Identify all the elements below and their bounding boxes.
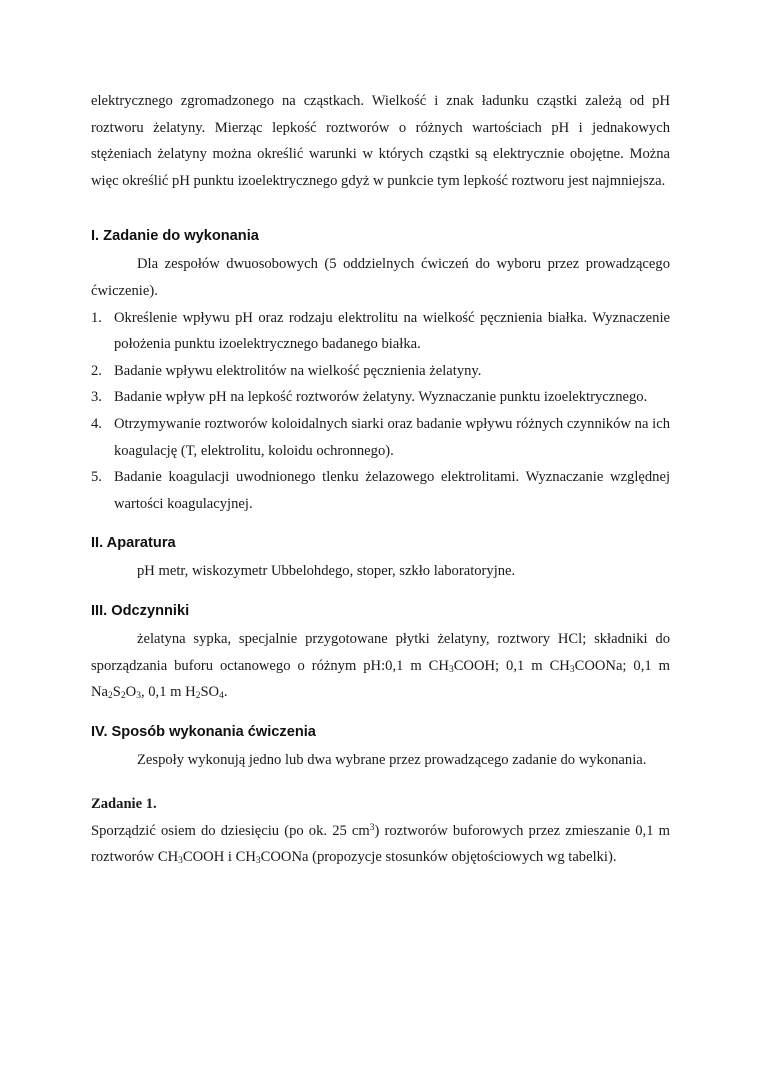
section-task-intro: Dla zespołów dwuosobowych (5 oddzielnych ćwiczeń do wyboru przez prowadzącego ćwiczenie). <box>91 256 670 299</box>
subscript: 2 <box>120 691 126 702</box>
subscript: 3 <box>255 856 261 867</box>
intro-paragraph: elektrycznego zgromadzonego na cząstkach. Wielkość i znak ładunku cząstki zależą od pH roztworu żelatyny. Mierząc lepkość roztworów o różnych wartościach pH i jednakowych stężeniach żelatyny można określić warunki w których cząstki są elektrycznie obojętne. Można więc określić pH punktu izoelektrycznego gdyż w punkcie tym lepkość roztworu jest najmniejsza. <box>91 93 670 189</box>
document-page <box>91 88 670 871</box>
superscript: 3 <box>369 822 375 833</box>
reagents-text <box>91 626 670 706</box>
reagents-text-part: żelatyna sypka, specjalnie przygotowane płytki żelatyny, roztwory HCl; składniki do sporządzania buforu octanowego o różnym pH:0,1 m CH <box>91 630 670 674</box>
task-1-title: Zadanie 1. <box>91 796 157 813</box>
list-item-text: Badanie koagulacji uwodnionego tlenku żelazowego elektrolitami. Wyznaczanie względnej wartości koagulacyjnej. <box>114 469 670 512</box>
subscript: 3 <box>178 856 183 867</box>
subscript: 3 <box>569 664 575 675</box>
list-item-text: Określenie wpływu pH oraz rodzaju elektrolitu na wielkość pęcznienia białka. Wyznaczenie położenia punktu izoelektrycznego badanego białka. <box>114 309 670 353</box>
procedure-text: Zespoły wykonują jedno lub dwa wybrane przez prowadzącego zadanie do wykonania. <box>137 751 647 768</box>
reagents-text-part: COOH; 0,1 m CH <box>453 657 570 674</box>
task-1-text <box>91 818 670 871</box>
list-item-number: 2. <box>91 362 102 379</box>
subscript: 3 <box>136 691 141 702</box>
subscript: 3 <box>448 664 454 675</box>
section-heading-reagents: III. Odczynniki <box>91 602 190 619</box>
subscript: 2 <box>108 691 113 702</box>
reagents-text-part: COONa; 0,1 m Na <box>91 657 670 701</box>
list-item-number: 5. <box>91 469 102 486</box>
apparatus-text: pH metr, wiskozymetr Ubbelohdego, stoper, szkło laboratoryjne. <box>137 563 516 580</box>
subscript: 4 <box>219 691 224 702</box>
reagents-text-part: . <box>223 684 228 701</box>
list-item <box>91 464 670 517</box>
section-heading-procedure: IV. Sposób wykonania ćwiczenia <box>91 723 316 740</box>
list-item-number: 4. <box>91 415 102 432</box>
list-item <box>91 384 670 411</box>
list-item-number: 3. <box>91 389 102 406</box>
task-1-text-part: COOH i CH <box>182 849 256 866</box>
task-list <box>91 305 670 518</box>
list-item-text: Otrzymywanie roztworów koloidalnych siarki oraz badanie wpływu różnych czynników na ich koagulację (T, elektrolitu, koloidu ochronnego). <box>114 415 670 459</box>
section-heading-apparatus: II. Aparatura <box>91 535 176 552</box>
section-heading-task: I. Zadanie do wykonania <box>91 228 259 245</box>
reagents-text-part: SO <box>200 684 220 701</box>
reagents-text-part: , 0,1 m H <box>140 684 196 701</box>
list-item-text: Badanie wpływu elektrolitów na wielkość pęcznienia żelatyny. <box>114 362 482 379</box>
list-item <box>91 305 670 358</box>
task-1-text-part: COONa (propozycje stosunków objętościowych wg tabelki). <box>260 849 617 866</box>
reagents-text-part: O <box>125 684 137 701</box>
list-item <box>91 411 670 464</box>
task-1-text-part: ) roztworów buforowych przez zmieszanie 0,1 m roztworów CH <box>91 822 670 866</box>
reagents-text-part: S <box>112 684 121 701</box>
list-item <box>91 358 670 385</box>
list-item-text: Badanie wpływ pH na lepkość roztworów żelatyny. Wyznaczanie punktu izoelektrycznego. <box>114 389 648 406</box>
subscript: 2 <box>195 691 201 702</box>
task-1-text-part: Sporządzić osiem do dziesięciu (po ok. 25 cm <box>91 822 370 839</box>
list-item-number: 1. <box>91 309 102 326</box>
